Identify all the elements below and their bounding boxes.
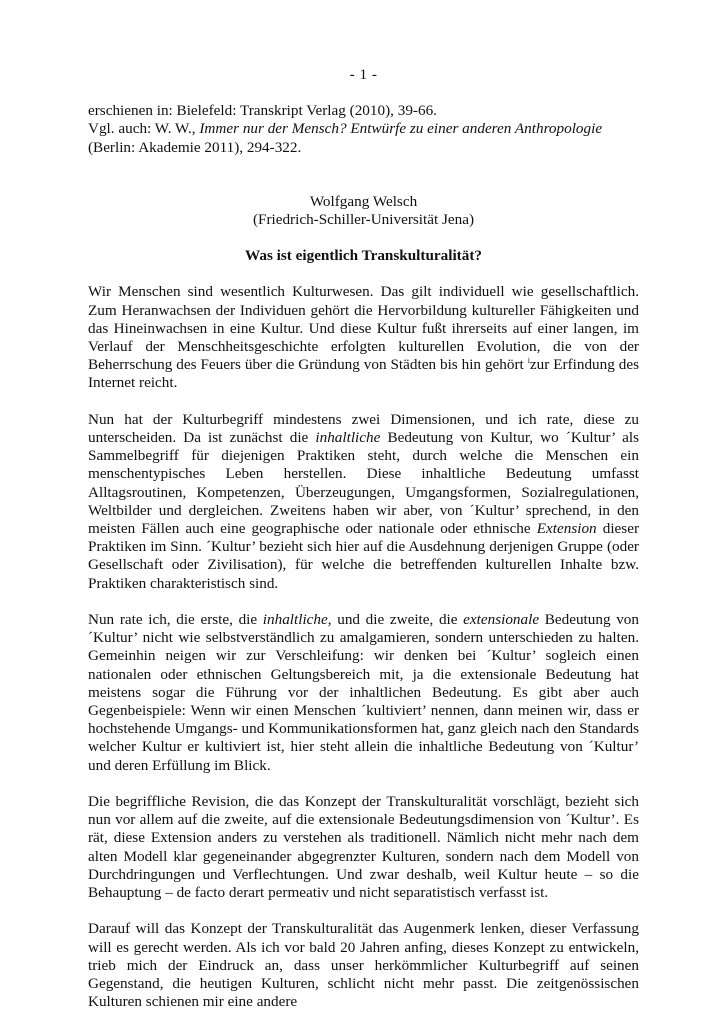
document-page (88, 66, 639, 1030)
article-title: Was ist eigentlich Transkulturalität? (245, 247, 482, 265)
paragraph-1 (88, 283, 639, 392)
publication-line: erschienen in: Bielefeld: Transkript Verlag (2010), 39-66. (88, 102, 437, 120)
paragraph-2-text-c: dieser Praktiken im Sinn. ´Kultur’ bezieht sich hier auf die Ausdehnung derjenigen Gruppe (oder Gesellschaft oder Zivilisation), für welche die betreffenden kulturellen Inhalte bzw. Praktiken charakteristisch sind. (88, 520, 640, 592)
see-also-line (88, 120, 639, 156)
paragraph-1-text-a: Wir Menschen sind wesentlich Kulturwesen. Das gilt individuell wie gesellschaftlich. Zum Heranwachsen der Individuen gehört die Hervorbildung kultureller Fähigkeiten und das Hineinwachsen in eine Kultur. Und diese Kultur fußt ihrerseits auf einer langen, im Verlauf der Menschheitsgeschichte erfolgten kulturellen Evolution, die von der Beherrschung des Feuers über die Gründung von Städten bis hin gehört (88, 283, 639, 374)
see-also-book-title: Immer nur der Mensch? Entwürfe zu einer anderen Anthropologie (199, 120, 603, 138)
paragraph-3-text-a: Nun rate ich, die erste, die (88, 611, 263, 629)
paragraph-1-text-b: zur Erfindung des Internet reicht. (88, 356, 639, 392)
paragraph-4: Die begriffliche Revision, die das Konzept der Transkulturalität vorschlägt, bezieht sich nun vor allem auf die zweite, auf die extensionale Bedeutungsdimension von ´Kultur’. Es rät, diese Extension anders zu verstehen als traditionell. Nämlich nicht mehr nach dem alten Modell klar gegeneinander abgegrenzter Kulturen, sondern nach dem Modell von Durchdringungen und Verflechtungen. Und zwar deshalb, weil Kultur heute – so die Behauptung – de facto derart permeativ und nicht separatistisch verfasst ist. (88, 793, 639, 902)
paragraph-3 (88, 611, 639, 775)
page-number: - 1 - (349, 66, 378, 83)
publication-note (88, 102, 639, 157)
endnote-marker[interactable]: i (527, 356, 530, 366)
paragraph-2-emphasis-1: inhaltliche (315, 429, 381, 447)
paragraph-3-emphasis-2: extensionale (463, 611, 540, 629)
paragraph-3-emphasis-1: inhaltliche (262, 611, 328, 629)
see-also-prefix: Vgl. auch: W. W., (88, 120, 200, 138)
paragraph-3-text-c: Bedeutung von ´Kultur’ nicht wie selbstverständlich zu amalgamieren, sondern unterschieden zu halten. Gemeinhin neigen wir zur Verschleifung: wir denken bei ´Kultur’ sogleich einen nationalen oder ethnischen Geltungsbereich mit, ja die extensionale Bedeutung hat meistens sogar die Führung vor der inhaltlichen Bedeutung. Es gibt aber auch Gegenbeispiele: Wenn wir einen Menschen ´kultiviert’ nennen, dann meinen wir, dass er hochstehende Umgangs- und Kommunikationsformen hat, ganz gleich nach den Standards welcher Kultur er kultiviert ist, hier steht allein die inhaltliche Bedeutung von ´Kultur’ und deren Erfüllung im Blick. (88, 611, 639, 774)
article-body (88, 283, 639, 1011)
author-affiliation: (Friedrich-Schiller-Universität Jena) (252, 211, 475, 229)
paragraph-2-text-a: Nun hat der Kulturbegriff mindestens zwei Dimensionen, und ich rate, diese zu unterscheiden. Da ist zunächst die (88, 410, 639, 447)
paragraph-2-text-b: Bedeutung von Kultur, wo ´Kultur’ als Sammelbegriff für diejenigen Praktiken steht, durch welche die Menschen ein menschentypisches Leben herstellen. Diese inhaltliche Bedeutung umfasst Alltagsroutinen, Kompetenzen, Überzeugungen, Umgangsformen, Sozialregulationen, Weltbilder und dergleichen. Zweitens haben wir aber, von ´Kultur’ sprechend, in den meisten Fällen auch eine geographische oder nationale oder ethnische (88, 429, 639, 538)
author-name: Wolfgang Welsch (309, 192, 418, 210)
paragraph-3-text-b: , und die zweite, die (327, 611, 464, 629)
paragraph-5: Darauf will das Konzept der Transkulturalität das Augenmerk lenken, dieser Verfassung will es gerecht werden. Als ich vor bald 20 Jahren anfing, dieses Konzept zu entwickeln, trieb mich der Eindruck an, dass unser herkömmlicher Kulturbegriff auf seinen Gegenstand, die heutigen Kulturen, schlicht nicht mehr passt. Die zeitgenössischen Kulturen schienen mir eine andere (88, 920, 639, 1011)
paragraph-2 (88, 411, 639, 593)
paragraph-2-emphasis-2: Extension (536, 520, 597, 538)
see-also-suffix: (Berlin: Akademie 2011), 294-322. (88, 138, 302, 156)
author-block (88, 193, 639, 229)
